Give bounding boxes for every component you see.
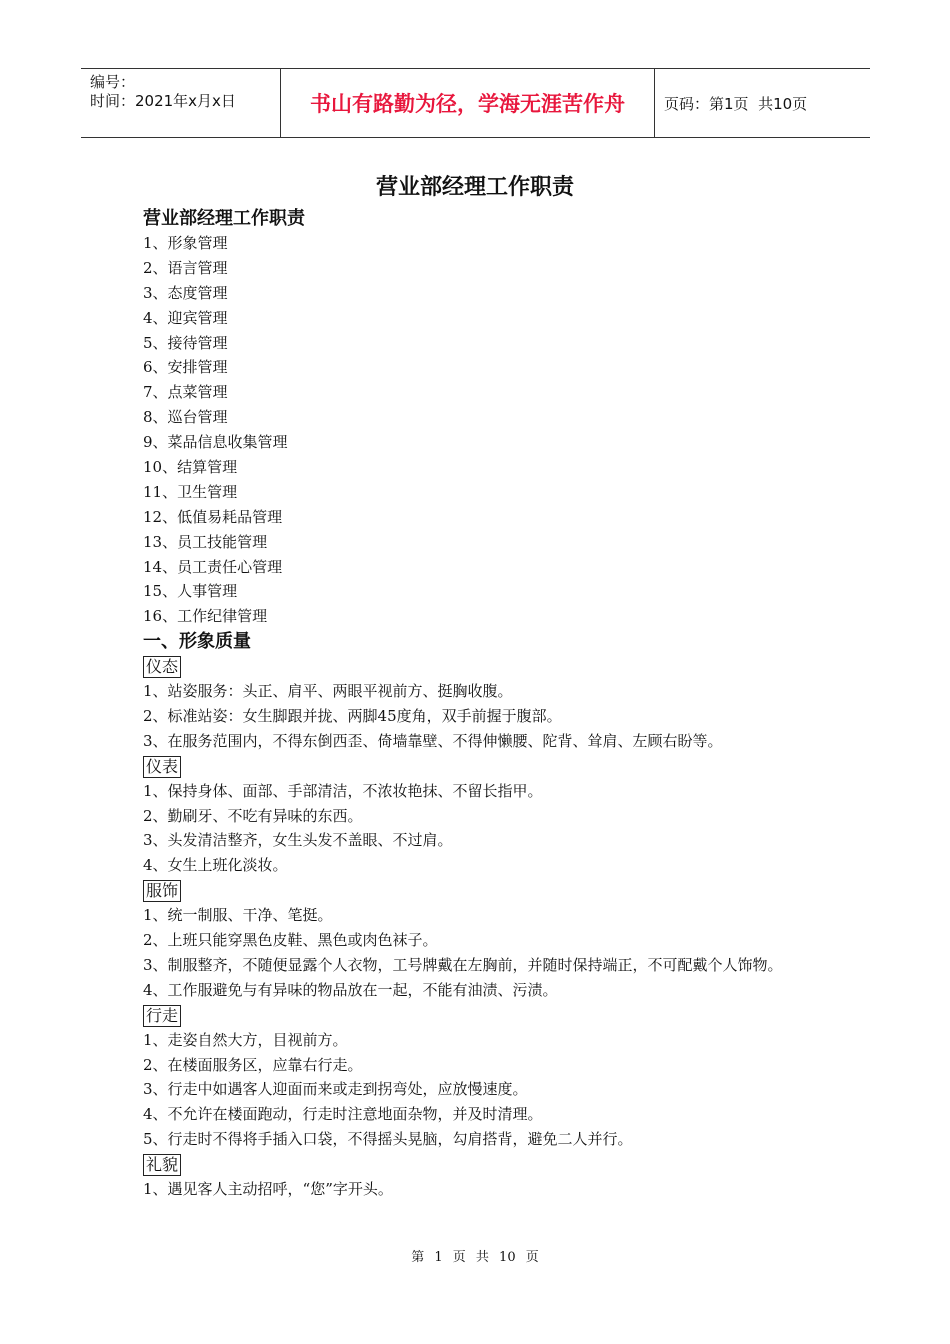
- group-item: 2、上班只能穿黑色皮鞋、黑色或肉色袜子。: [143, 931, 438, 950]
- group-item: 1、保持身体、面部、手部清洁，不浓妆艳抹、不留长指甲。: [143, 781, 543, 800]
- toc-item: 1、形象管理: [143, 234, 228, 252]
- group-item: 4、工作服避免与有异味的物品放在一起，不能有油渍、污渍。: [143, 980, 558, 999]
- group-item: 3、制服整齐，不随便显露个人衣物，工号牌戴在左胸前，并随时保持端正，不可配戴个人饰物。: [143, 955, 783, 974]
- group-item: 3、在服务范围内，不得东倒西歪、倚墙靠壁、不得伸懒腰、陀背、耸肩、左顾右盼等。: [143, 731, 723, 750]
- group-item: 2、勤刷牙、不吃有异味的东西。: [143, 806, 363, 825]
- group-item: 1、遇见客人主动招呼，“您”字开头。: [143, 1179, 393, 1198]
- group-item: 1、站姿服务：头正、肩平、两眼平视前方、挺胸收腹。: [143, 682, 513, 701]
- toc-item: 4、迎宾管理: [143, 308, 228, 327]
- toc-item: 16、工作纪律管理: [143, 607, 268, 626]
- toc-item: 15、人事管理: [143, 582, 238, 601]
- toc-item: 5、接待管理: [143, 333, 228, 352]
- group-label: 服饰: [143, 880, 181, 902]
- document-body: [143, 206, 823, 1202]
- toc-list: [143, 231, 823, 629]
- document-title: 营业部经理工作职责: [375, 175, 574, 200]
- page-header: [81, 68, 870, 138]
- header-motto: 书山有路勤为径，学海无涯苦作舟: [281, 69, 655, 137]
- group-label: 仪表: [143, 756, 181, 778]
- toc-item: 3、态度管理: [143, 283, 228, 302]
- page-footer: 第 1 页 共 10 页: [411, 1250, 539, 1265]
- toc-item: 14、员工责任心管理: [143, 557, 283, 576]
- time-label: 时间：2021年x月x日: [90, 92, 236, 110]
- groups-container: [143, 654, 823, 1202]
- group-label-row: [143, 1003, 823, 1028]
- group-item: 2、在楼面服务区，应靠右行走。: [143, 1055, 363, 1074]
- group-item: 5、行走时不得将手插入口袋，不得摇头晃脑，勾肩搭背，避免二人并行。: [143, 1130, 633, 1149]
- group-label: 仪态: [143, 656, 181, 678]
- toc-item: 13、员工技能管理: [143, 532, 268, 551]
- section-heading: 营业部经理工作职责: [143, 208, 305, 229]
- group-item: 2、标准站姿：女生脚跟并拢、两脚45度角，双手前握于腹部。: [143, 707, 562, 726]
- number-label: 编号：: [90, 73, 136, 91]
- group-label-row: [143, 754, 823, 779]
- page-info-text: 页码：第1页 共10页: [664, 94, 808, 113]
- group-item: 1、走姿自然大方，目视前方。: [143, 1030, 348, 1049]
- toc-item: 7、点菜管理: [143, 383, 228, 402]
- group-item: 4、女生上班化淡妆。: [143, 856, 288, 875]
- header-meta: [81, 69, 281, 137]
- toc-item: 11、卫生管理: [143, 482, 238, 501]
- group-label-row: [143, 1152, 823, 1177]
- toc-item: 8、巡台管理: [143, 408, 228, 427]
- header-page-info: [655, 69, 870, 137]
- group-item: 3、头发清洁整齐，女生头发不盖眼、不过肩。: [143, 831, 453, 850]
- part-heading: 一、形象质量: [143, 631, 251, 653]
- toc-item: 2、语言管理: [143, 258, 228, 277]
- group-label: 礼貌: [143, 1154, 181, 1176]
- group-item: 4、不允许在楼面跑动，行走时注意地面杂物，并及时清理。: [143, 1105, 543, 1124]
- group-label-row: [143, 878, 823, 903]
- group-item: 3、行走中如遇客人迎面而来或走到拐弯处，应放慢速度。: [143, 1080, 528, 1099]
- toc-item: 9、菜品信息收集管理: [143, 433, 288, 452]
- group-label-row: [143, 654, 823, 679]
- toc-item: 12、低值易耗品管理: [143, 507, 283, 526]
- toc-item: 6、安排管理: [143, 358, 228, 377]
- group-item: 1、统一制服、干净、笔挺。: [143, 906, 333, 925]
- toc-item: 10、结算管理: [143, 458, 238, 477]
- group-label: 行走: [143, 1005, 181, 1027]
